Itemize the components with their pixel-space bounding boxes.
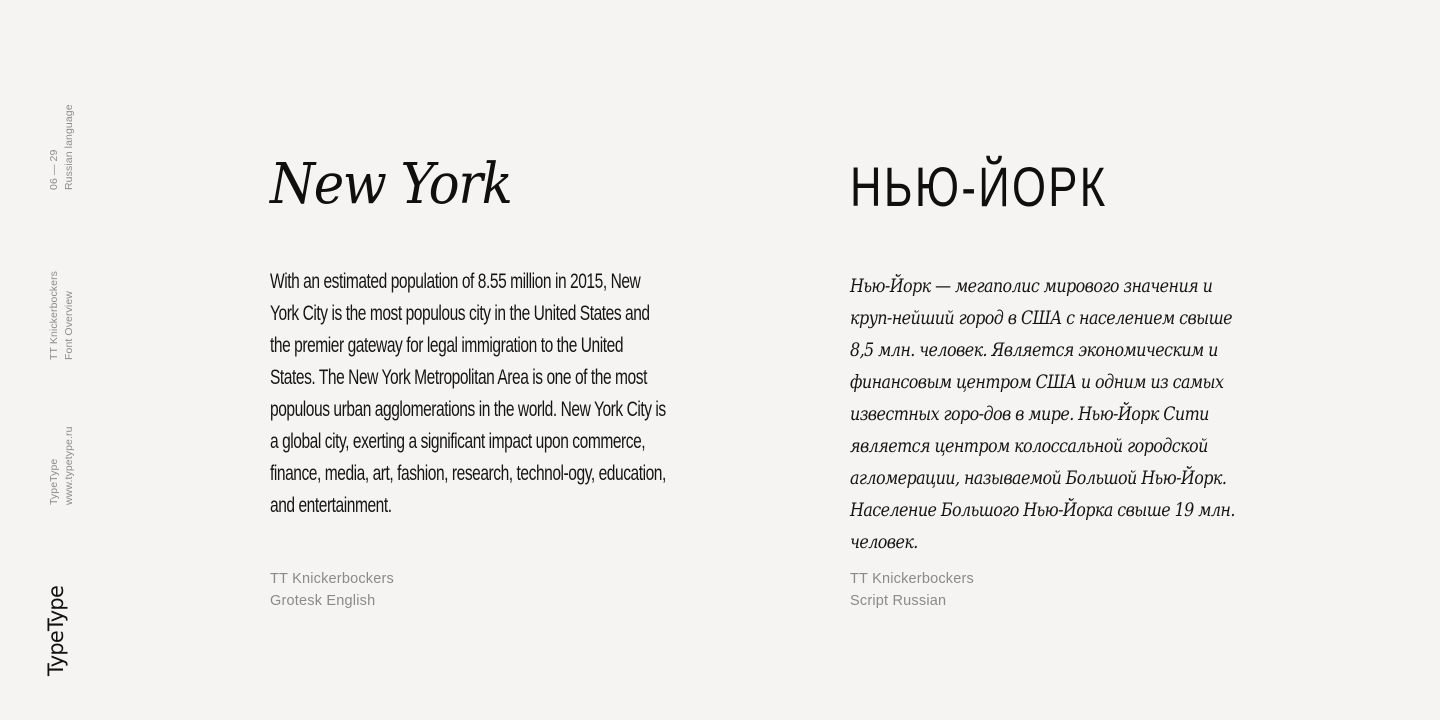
english-caption <box>270 568 394 612</box>
russian-specimen <box>850 150 1250 609</box>
english-title: New York <box>270 152 512 217</box>
sidebar-font-info <box>47 271 77 360</box>
english-specimen <box>270 150 680 609</box>
russian-caption <box>850 568 974 612</box>
font-family-name: TT Knickerbockers <box>48 270 60 360</box>
russian-caption-style: Script Russian <box>850 593 947 609</box>
russian-caption-font: TT Knickerbockers <box>850 571 975 587</box>
english-body-text: With an estimated population of 8.55 million in 2015, New York City is the most populous city in the United States and the premier gateway for legal immigration to the United States. The New York Metropolitan Area is one of the most populous urban agglomerations in the world. New York City is a global city, exerting a significant impact upon commerce, finance, media, art, fashion, research, technol-ogy, education, and entertainment. <box>270 270 666 517</box>
russian-title: НЬЮ-ЙОРК <box>850 155 1108 218</box>
sidebar-foundry-info <box>47 426 77 505</box>
sidebar-page-info <box>47 104 77 190</box>
foundry-name: TypeType <box>48 458 60 505</box>
page-range: 06 — 29 <box>48 149 60 190</box>
russian-body-text: Нью-Йорк — мегаполис мирового значения и круп-нейший город в США с населением свыше 8,5 млн. человек. Является экономическим и финансовым центром США и одним из самых известных горо-дов в мире. Нью-Йорк Сити является центром колоссальной городской агломерации, называемой Большой Нью-Йорк. Население Большого Нью-Йорка свыше 19 млн. человек. <box>850 275 1235 553</box>
document-type: Font Overview <box>63 291 75 360</box>
english-caption-font: TT Knickerbockers <box>270 571 395 587</box>
english-caption-style: Grotesk English <box>270 593 376 609</box>
section-name: Russian language <box>63 104 75 190</box>
typetype-logo: TypeType <box>44 585 68 676</box>
foundry-website: www.typetype.ru <box>63 426 75 505</box>
